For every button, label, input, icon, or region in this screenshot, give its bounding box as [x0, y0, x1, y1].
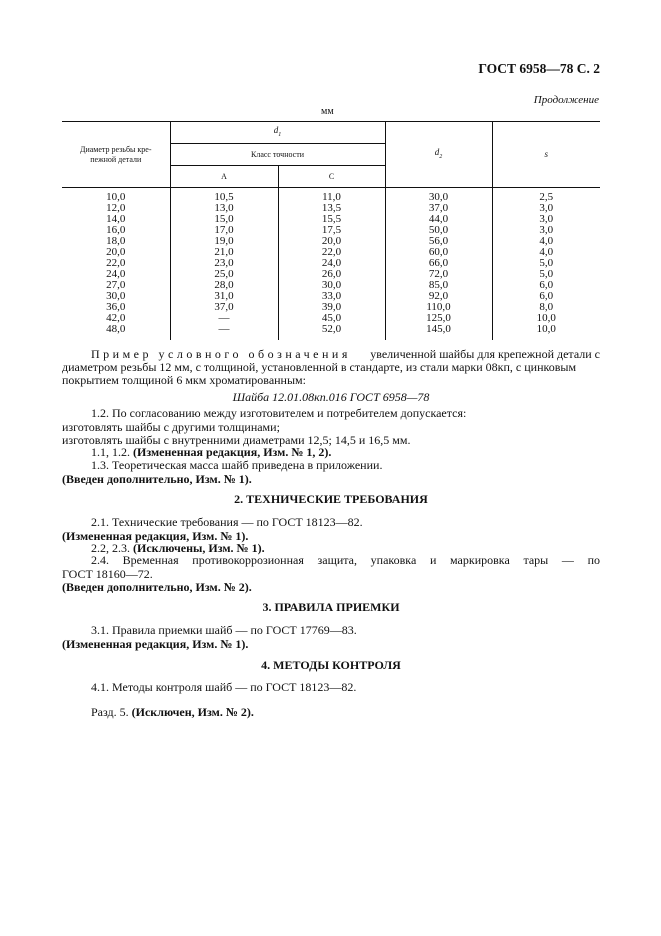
clause-2-4-line2: ГОСТ 18160—72. [62, 567, 153, 581]
table-cell: 17,5 [278, 225, 385, 236]
clause-1-3-note: (Введен дополнительно, Изм. № 1). [62, 472, 252, 486]
clause-4-1: 4.1. Методы контроля шайб — по ГОСТ 18123—82. [91, 680, 357, 694]
table-cell: 13,0 [170, 203, 278, 214]
page-header: ГОСТ 6958—78 С. 2 [478, 61, 600, 76]
table-cell: 56,0 [385, 236, 492, 247]
table-cell: 16,0 [106, 224, 126, 236]
clause-2-2-note: 2.2, 2.3. (Исключены, Изм. № 1). [91, 541, 265, 555]
table-cell: 5,0 [492, 269, 600, 280]
table-cell: 10,0 [106, 191, 126, 203]
table-cell: 28,0 [170, 280, 278, 291]
table-cell: 8,0 [492, 302, 600, 313]
table-cell: 5,0 [492, 258, 600, 269]
table-cell: 48,0 [106, 323, 126, 335]
table-cell: 10,0 [492, 313, 600, 324]
clause-2-1-note: (Измененная редакция, Изм. № 1). [62, 529, 249, 543]
table-cell: 15,0 [170, 214, 278, 225]
col-thread-diameter: Диаметр резьбы кре- пежной детали [62, 122, 170, 188]
table-cell: 23,0 [170, 258, 278, 269]
table-cell: 2,5 [492, 188, 600, 204]
col-s: s [492, 122, 600, 188]
table-cell: 14,0 [106, 213, 126, 225]
table-cell: 66,0 [385, 258, 492, 269]
example-paragraph: Пример условного обозначения увеличенной шайбы для крепежной детали с [91, 347, 600, 361]
table-cell: 3,0 [492, 225, 600, 236]
table-cell: 22,0 [278, 247, 385, 258]
table-cell: 10,0 [492, 324, 600, 340]
col-d1: $d_1$ [170, 122, 385, 144]
table-cell: 17,0 [170, 225, 278, 236]
table-cell: 24,0 [278, 258, 385, 269]
table-cell: 4,0 [492, 236, 600, 247]
table-cell: 30,0 [106, 290, 126, 302]
table-cell: 145,0 [385, 324, 492, 340]
accuracy-class-header: Класс точности [170, 144, 385, 166]
table-cell: 52,0 [278, 324, 385, 340]
table-cell: 31,0 [170, 291, 278, 302]
table-cell: 60,0 [385, 247, 492, 258]
table-cell: 25,0 [170, 269, 278, 280]
table-cell: 22,0 [106, 257, 126, 269]
table-cell: 27,0 [106, 279, 126, 291]
class-a-header: А [170, 166, 278, 188]
table-cell: 11,0 [278, 188, 385, 204]
designation-example: Шайба 12.01.08кп.016 ГОСТ 6958—78 [232, 390, 430, 404]
table-cell: 10,5 [170, 188, 278, 204]
class-c-header: С [278, 166, 385, 188]
table-cell: 33,0 [278, 291, 385, 302]
clause-3-1: 3.1. Правила приемки шайб — по ГОСТ 17769—83. [91, 623, 357, 637]
clause-1-3: 1.3. Теоретическая масса шайб приведена в приложении. [91, 458, 383, 472]
unit-label: мм [321, 106, 334, 117]
table-cell: 12,0 [106, 202, 126, 214]
table-cell: 110,0 [385, 302, 492, 313]
table-cell: — [170, 324, 278, 340]
clause-2-1: 2.1. Технические требования — по ГОСТ 18123—82. [91, 515, 363, 529]
table-cell: 26,0 [278, 269, 385, 280]
col-d2: $d_2$ [385, 122, 492, 188]
clause-1-2: 1.2. По согласованию между изготовителем и потребителем допускается: [91, 406, 467, 420]
table-cell: 72,0 [385, 269, 492, 280]
table-cell: 6,0 [492, 291, 600, 302]
table-row [62, 188, 600, 204]
section-3-title: 3. ПРАВИЛА ПРИЕМКИ [262, 600, 400, 614]
example-line3: покрытием толщиной 6 мкм хроматированным: [62, 373, 306, 387]
section-2-title: 2. ТЕХНИЧЕСКИЕ ТРЕБОВАНИЯ [234, 492, 428, 506]
table-cell: 85,0 [385, 280, 492, 291]
table-cell: 30,0 [278, 280, 385, 291]
continuation-label: Продолжение [533, 94, 599, 106]
dimensions-table [62, 121, 600, 340]
table-cell: 36,0 [106, 301, 126, 313]
example-line2: диаметром резьбы 12 мм, с толщиной, установленной в стандарте, из стали марки 08кп, с цинковым [62, 360, 577, 374]
table-cell: 39,0 [278, 302, 385, 313]
table-cell: 92,0 [385, 291, 492, 302]
example-label: Пример условного обозначения [91, 347, 351, 361]
table-cell: 3,0 [492, 203, 600, 214]
clause-2-4: 2.4. Временная противокоррозионная защита, упаковка и маркировка тары — по [91, 553, 600, 567]
table-cell: 18,0 [106, 235, 126, 247]
table-cell: 37,0 [170, 302, 278, 313]
table-cell: 45,0 [278, 313, 385, 324]
clause-1-2-a: изготовлять шайбы с другими толщинами; [62, 420, 280, 434]
clause-2-4-note: (Введен дополнительно, Изм. № 2). [62, 580, 252, 594]
section-5-note: Разд. 5. (Исключен, Изм. № 2). [91, 705, 254, 719]
section-4-title: 4. МЕТОДЫ КОНТРОЛЯ [261, 658, 401, 672]
table-cell: 20,0 [278, 236, 385, 247]
table-row [62, 324, 600, 340]
table-cell: 21,0 [170, 247, 278, 258]
table-cell: 125,0 [385, 313, 492, 324]
table-cell: 20,0 [106, 246, 126, 258]
clause-1-2-b: изготовлять шайбы с внутренними диаметрами 12,5; 14,5 и 16,5 мм. [62, 433, 411, 447]
table-cell: 44,0 [385, 214, 492, 225]
table-cell: 50,0 [385, 225, 492, 236]
table-cell: 4,0 [492, 247, 600, 258]
table-cell: — [170, 313, 278, 324]
table-cell: 6,0 [492, 280, 600, 291]
table-cell: 13,5 [278, 203, 385, 214]
table-cell: 30,0 [385, 188, 492, 204]
table-cell: 15,5 [278, 214, 385, 225]
table-cell: 19,0 [170, 236, 278, 247]
table-cell: 42,0 [106, 312, 126, 324]
table-cell: 3,0 [492, 214, 600, 225]
table-cell: 37,0 [385, 203, 492, 214]
clause-3-1-note: (Измененная редакция, Изм. № 1). [62, 637, 249, 651]
table-cell: 24,0 [106, 268, 126, 280]
clause-1-1-note: 1.1, 1.2. (Измененная редакция, Изм. № 1, 2). [91, 445, 332, 459]
